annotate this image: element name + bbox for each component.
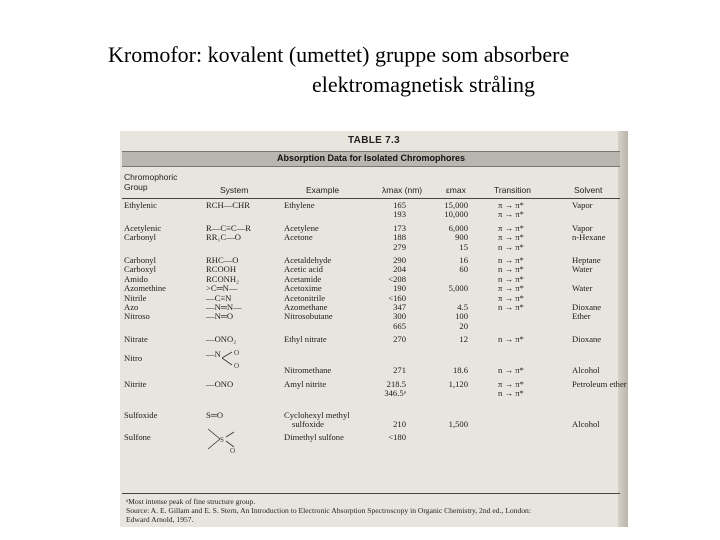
cell-group: Nitro (124, 353, 143, 364)
cell-epsilon: 1,500 (448, 419, 468, 430)
table-row (120, 335, 628, 344)
table-row (120, 348, 628, 369)
table-row (120, 303, 628, 312)
cell-lambda: 190 (393, 283, 406, 294)
cell-transition: n → π* (498, 388, 524, 399)
table-caption: Absorption Data for Isolated Chromophores (276, 153, 465, 163)
svg-text:O: O (234, 349, 240, 358)
cell-lambda: 165 (393, 200, 406, 210)
cell-transition: n → π* (498, 264, 524, 275)
cell-epsilon: 18.6 (452, 365, 468, 376)
cell-solvent: n-Hexane (572, 232, 606, 243)
table-row (120, 432, 628, 456)
cell-lambda: 279 (393, 241, 406, 252)
cell-transition: π → π* (498, 292, 524, 303)
table-number: TABLE 7.3 (348, 135, 400, 146)
cell-group: Sulfone (124, 432, 151, 443)
cell-lambda: 210 (393, 419, 406, 430)
cell-epsilon: 100 (455, 311, 468, 322)
cell-transition: π → π* (498, 378, 524, 389)
table-row (120, 322, 628, 331)
cell-transition: n → π* (498, 334, 524, 345)
cell-lambda: 173 (393, 222, 406, 233)
header-rule (122, 198, 620, 199)
header-group-line2: Group (124, 182, 148, 192)
cell-example: Nitrosobutane (284, 311, 333, 322)
cell-epsilon: 16 (459, 254, 468, 265)
table-row (120, 380, 628, 389)
table-row (120, 243, 628, 252)
source-line-1: Source: A. E. Gillam and E. S. Stern, An Introduction to Electronic Absorption Spectroscopy in Organic Chemistry, 2nd ed., London: (126, 506, 531, 515)
table-row (120, 420, 628, 429)
table-row (120, 294, 628, 303)
sulfone-structure-icon (206, 427, 240, 455)
svg-text:O: O (234, 362, 240, 369)
cell-transition: π → π* (498, 232, 524, 243)
cell-transition: π → π* (498, 283, 524, 294)
cell-system: S═O (206, 409, 224, 420)
cell-group: Amido (124, 273, 148, 284)
scanned-table-image (120, 131, 628, 527)
cell-example: Acetone (284, 232, 313, 243)
cell-solvent: Vapor (572, 200, 593, 210)
cell-transition: n → π* (498, 254, 524, 265)
cell-system: >C═N— (206, 283, 238, 294)
footer-rule (122, 493, 620, 494)
cell-system: R—C≡C—R (206, 222, 251, 233)
cell-solvent: Water (572, 264, 593, 275)
cell-solvent: Water (572, 283, 593, 294)
cell-group: Carboxyl (124, 264, 156, 275)
table-row (120, 265, 628, 274)
caption-band (122, 151, 620, 167)
slide-title (100, 40, 640, 100)
cell-epsilon: 20 (459, 320, 468, 331)
cell-epsilon: 10,000 (444, 209, 468, 220)
header-epsilon: εmax (446, 185, 466, 195)
cell-example: Ethyl nitrate (284, 334, 327, 345)
cell-transition: π → π* (498, 200, 524, 210)
cell-group: Azomethine (124, 283, 166, 294)
source-line-2: Edward Arnold, 1957. (126, 515, 194, 524)
cell-lambda: 300 (393, 311, 406, 322)
cell-group: Nitrite (124, 378, 147, 389)
cell-solvent: Dioxane (572, 301, 602, 312)
cell-lambda: <160 (388, 292, 406, 303)
cell-system: RCONH₂ (206, 273, 240, 284)
cell-group: Azo (124, 301, 139, 312)
cell-lambda: 188 (393, 232, 406, 243)
table-row (120, 366, 628, 375)
cell-system: —N═N— (206, 301, 242, 312)
footnote: ᵃMost intense peak of fine structure group. (126, 497, 256, 506)
header-system: System (220, 185, 249, 195)
cell-lambda: 290 (393, 254, 406, 265)
cell-lambda: 665 (393, 320, 406, 331)
table-row (120, 233, 628, 242)
cell-example: Acetylene (284, 222, 319, 233)
title-line-1: Kromofor: kovalent (umettet) gruppe som absorbere (108, 42, 570, 67)
table-row (120, 411, 628, 420)
cell-lambda: <208 (388, 273, 406, 284)
cell-transition: n → π* (498, 365, 524, 376)
table-body (120, 200, 628, 456)
cell-lambda: 218.5 (386, 378, 406, 389)
cell-example: Acetic acid (284, 264, 323, 275)
cell-example: Nitromethane (284, 365, 332, 376)
table-row (120, 312, 628, 321)
cell-solvent: Alcohol (572, 365, 600, 376)
cell-example: Amyl nitrite (284, 378, 327, 389)
cell-example: sulfoxide (292, 419, 324, 430)
cell-system: RHC—O (206, 254, 239, 265)
cell-solvent: Dioxane (572, 334, 602, 345)
cell-example: Acetoxime (284, 283, 322, 294)
table-row (120, 201, 628, 210)
header-solvent: Solvent (574, 185, 603, 195)
title-line-2: elektromagnetisk stråling (312, 72, 535, 97)
cell-example: Dimethyl sulfone (284, 432, 344, 443)
header-example: Example (306, 185, 340, 195)
cell-epsilon: 5,000 (448, 283, 468, 294)
table-row (120, 275, 628, 284)
cell-transition: π → π* (498, 222, 524, 233)
cell-solvent: Heptane (572, 254, 601, 265)
cell-example: Cyclohexyl methyl (284, 409, 350, 420)
table-row (120, 224, 628, 233)
cell-system: —ONO₂ (206, 334, 237, 345)
cell-system: RR₁C—O (206, 232, 241, 243)
cell-group: Carbonyl (124, 254, 156, 265)
cell-solvent: Vapor (572, 222, 593, 233)
header-lambda: λmax (nm) (382, 185, 423, 195)
cell-epsilon: 15 (459, 241, 468, 252)
table-row (120, 210, 628, 219)
cell-transition: n → π* (498, 301, 524, 312)
cell-lambda: 347 (393, 301, 406, 312)
cell-example: Acetamide (284, 273, 322, 284)
cell-example: Azomethane (284, 301, 328, 312)
cell-example: Acetonitrile (284, 292, 326, 303)
cell-lambda: <180 (388, 432, 406, 443)
cell-system: —C≡N (206, 292, 232, 303)
cell-epsilon: 15,000 (444, 200, 468, 210)
cell-example: Acetaldehyde (284, 254, 332, 265)
cell-lambda: 346.5ᵃ (384, 388, 406, 399)
cell-epsilon: 6,000 (448, 222, 468, 233)
table-row (120, 256, 628, 265)
table-row (120, 284, 628, 293)
cell-transition: n → π* (498, 273, 524, 284)
cell-solvent: Alcohol (572, 419, 600, 430)
table-row (120, 389, 628, 398)
cell-group: Sulfoxide (124, 409, 158, 420)
cell-example: Ethylene (284, 200, 315, 210)
nitro-structure-icon (220, 348, 246, 368)
cell-lambda: 271 (393, 365, 406, 376)
cell-group: Carbonyl (124, 232, 156, 243)
cell-transition: n → π* (498, 241, 524, 252)
cell-system: —ONO (206, 378, 234, 389)
cell-group: Nitrile (124, 292, 147, 303)
cell-epsilon: 1,120 (448, 378, 468, 389)
cell-group: Nitroso (124, 311, 150, 322)
cell-system: RCH—CHR (206, 200, 250, 210)
cell-epsilon: 12 (459, 334, 468, 345)
cell-epsilon: 4.5 (457, 301, 468, 312)
svg-text:S: S (220, 436, 224, 445)
cell-system: —N (206, 349, 221, 360)
cell-lambda: 270 (393, 334, 406, 345)
cell-transition: π → π* (498, 209, 524, 220)
cell-lambda: 204 (393, 264, 406, 275)
cell-solvent: Ether (572, 311, 591, 322)
header-transition: Transition (494, 185, 532, 195)
cell-lambda: 193 (393, 209, 406, 220)
cell-solvent: Petroleum ether (572, 378, 627, 389)
cell-group: Ethylenic (124, 200, 157, 210)
cell-epsilon: 60 (459, 264, 468, 275)
cell-system: —N═O (206, 311, 234, 322)
cell-system: RCOOH (206, 264, 237, 275)
cell-group: Nitrate (124, 334, 148, 345)
header-group-line1: Chromophoric (124, 172, 178, 182)
cell-group: Acetylenic (124, 222, 162, 233)
svg-text:O: O (230, 447, 236, 456)
cell-epsilon: 900 (455, 232, 468, 243)
